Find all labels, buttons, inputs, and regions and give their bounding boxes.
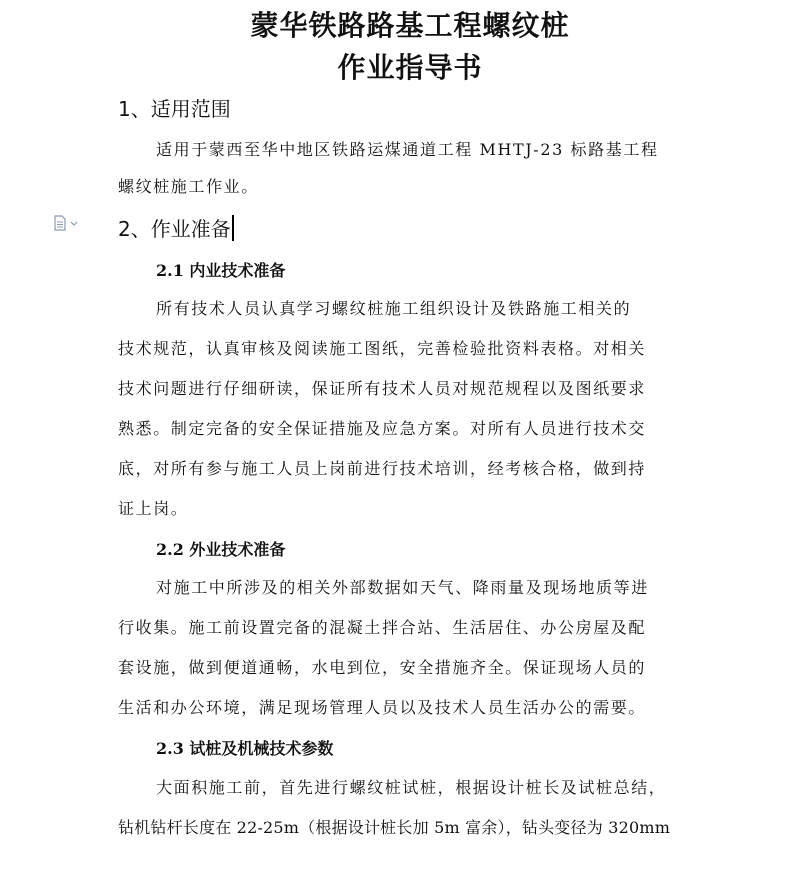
section-1-heading: 1、适用范围 xyxy=(118,97,231,121)
section-2-2-line-1: 对施工中所涉及的相关外部数据如天气、降雨量及现场地质等进 xyxy=(156,578,649,597)
text-cursor xyxy=(232,215,234,241)
section-2-1-heading: 2.1 内业技术准备 xyxy=(156,261,286,280)
section-2-3-line-2: 钻机钻杆长度在 22-25m（根据设计桩长加 5m 富余），钻头变径为 320mm xyxy=(118,818,671,837)
section-2-heading[interactable] xyxy=(118,214,234,244)
section-2-2-line-4: 生活和办公环境，满足现场管理人员以及技术人员生活办公的需要。 xyxy=(118,698,647,717)
section-2-1-line-1: 所有技术人员认真学习螺纹桩施工组织设计及铁路施工相关的 xyxy=(156,299,632,318)
section-2-2-line-3: 套设施，做到便道通畅，水电到位，安全措施齐全。保证现场人员的 xyxy=(118,658,647,677)
section-2-2-line-2: 行收集。施工前设置完备的混凝土拌合站、生活居住、办公房屋及配 xyxy=(118,618,647,637)
section-2-heading-text: 2、作业准备 xyxy=(118,217,231,241)
section-2-2-heading: 2.2 外业技术准备 xyxy=(156,540,286,559)
section-2-1-line-3: 技术问题进行仔细研读，保证所有技术人员对规范规程以及图纸要求 xyxy=(118,379,647,398)
section-2-1-line-5: 底，对所有参与施工人员上岗前进行技术培训，经考核合格，做到持 xyxy=(118,459,647,478)
section-2-1-line-6: 证上岗。 xyxy=(118,499,189,518)
section-2-3-line-1: 大面积施工前，首先进行螺纹桩试桩，根据设计桩长及试桩总结， xyxy=(156,778,667,797)
section-1-line-2: 螺纹桩施工作业。 xyxy=(118,177,259,196)
section-2-1-line-4: 熟悉。制定完备的安全保证措施及应急方案。对所有人员进行技术交 xyxy=(118,419,647,438)
section-1-line-1: 适用于蒙西至华中地区铁路运煤通道工程 MHTJ-23 标路基工程 xyxy=(156,140,659,159)
section-2-1-line-2: 技术规范，认真审核及阅读施工图纸，完善检验批资料表格。对相关 xyxy=(118,339,647,358)
section-2-3-heading: 2.3 试桩及机械技术参数 xyxy=(156,739,334,758)
document-options-icon[interactable] xyxy=(53,215,79,231)
document-title-line-1: 蒙华铁路路基工程螺纹桩 xyxy=(250,9,570,42)
document-title-line-2: 作业指导书 xyxy=(337,51,483,84)
